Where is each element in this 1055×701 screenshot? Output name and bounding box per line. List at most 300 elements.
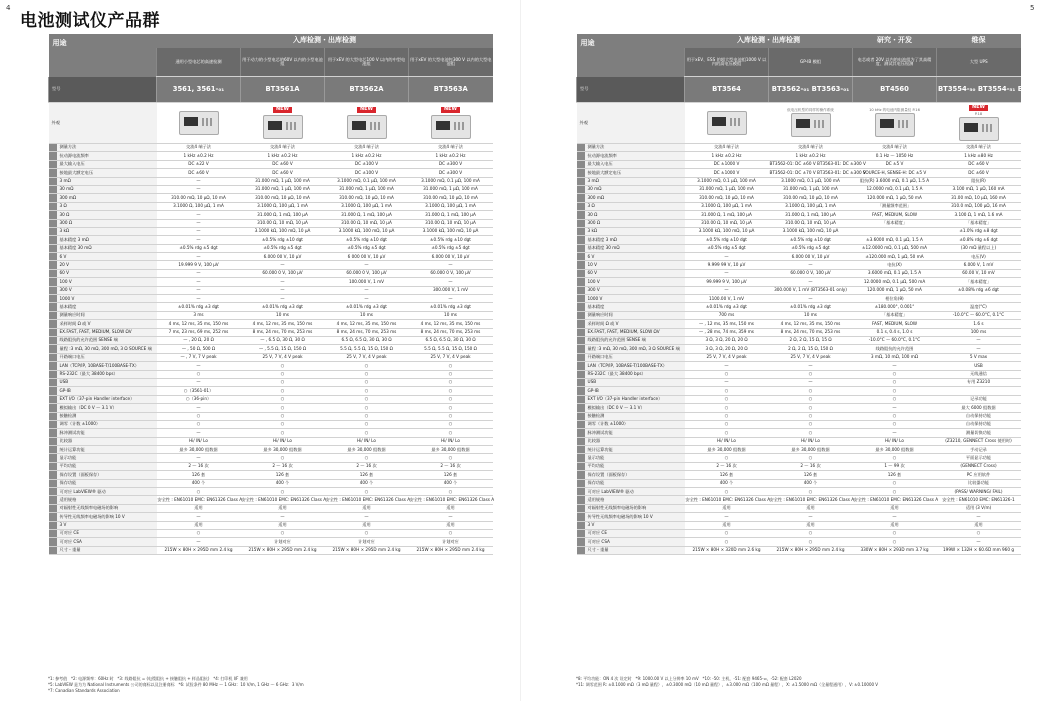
section-bar xyxy=(49,211,57,219)
spec-value: 相位角(θ) xyxy=(853,295,937,303)
section-bar xyxy=(577,144,585,152)
spec-value: 400 个 xyxy=(409,479,493,487)
spec-row xyxy=(577,437,1021,445)
section-bar xyxy=(577,378,585,386)
spec-label: 脉冲测试功能 xyxy=(57,429,157,437)
spec-value: 300.000 V, 1 mV xyxy=(409,286,493,294)
spec-value: 电压(V) xyxy=(937,253,1021,261)
spec-label: 3 mΩ xyxy=(585,177,685,185)
spec-value: — , 6.5 Ω, 30 Ω, 30 Ω xyxy=(241,336,325,344)
spec-label: 3 kΩ xyxy=(57,227,157,235)
spec-value: — xyxy=(325,261,409,269)
model-name: BT3564 xyxy=(685,77,769,103)
usage-cell: 电芯或者 20V 以内的电池组为了其高精度、测试其电压检测 xyxy=(853,48,937,77)
section-bar xyxy=(577,202,585,210)
spec-value: ○ xyxy=(685,488,769,496)
spec-value: 10 ms xyxy=(325,311,409,319)
spec-label: 接地最大额定电压 xyxy=(57,169,157,177)
spec-value: — xyxy=(157,429,241,437)
spec-value: 25 V, 7 V, 4 V peak xyxy=(241,353,325,361)
spec-value: 1 kHz ±0.2 Hz xyxy=(157,152,241,160)
spec-value xyxy=(937,295,1021,303)
spec-value: ±0.01% rdg ±3 dgt xyxy=(241,303,325,311)
page-gutter xyxy=(520,0,521,701)
spec-value: 3.1000 Ω, 100 μΩ, 1 mA xyxy=(241,202,325,210)
spec-value: ±1.0% rdg ±8 dgt xyxy=(937,227,1021,235)
spec-value: 31.000 Ω, 1 mΩ, 100 μA xyxy=(409,211,493,219)
spec-row xyxy=(577,488,1021,496)
instrument-image xyxy=(347,115,387,139)
spec-label: 尺寸・重量 xyxy=(585,546,685,554)
spec-value: ○ xyxy=(769,529,853,537)
spec-label: 可对应 CSA xyxy=(585,538,685,546)
spec-value: 最多 30,000 组数据 xyxy=(157,446,241,454)
spec-row xyxy=(577,353,1021,361)
section-bar xyxy=(577,529,585,537)
section-bar xyxy=(577,437,585,445)
section-bar xyxy=(577,513,585,521)
spec-value: 60.000 0 V, 100 μV xyxy=(769,269,853,277)
spec-value: ○ xyxy=(241,454,325,462)
spec-value: BT3562-01: DC ±70 V BT3563-01: DC ±300 V xyxy=(769,169,853,177)
spec-row xyxy=(577,295,1021,303)
usage-heading: 用途 xyxy=(49,34,157,77)
spec-value: ○ xyxy=(853,395,937,403)
spec-value: 31.000 mΩ, 1 μΩ, 100 mA xyxy=(325,185,409,193)
spec-value: ○ xyxy=(325,420,409,428)
spec-value: — xyxy=(409,513,493,521)
spec-row xyxy=(49,345,493,353)
section-bar xyxy=(577,152,585,160)
spec-value: (Z3210, GENNECT Cross 使用时) xyxy=(937,437,1021,445)
spec-value: 安全性 : EN61010 EMC: EN61326 Class A xyxy=(241,496,325,504)
spec-label: 3 Ω xyxy=(57,202,157,210)
spec-value: 310.00 mΩ, 10 μΩ, 10 mA xyxy=(685,194,769,202)
spec-value: 自动保持功能 xyxy=(937,412,1021,420)
spec-value: ○ xyxy=(853,412,937,420)
spec-label: 6 V xyxy=(57,253,157,261)
instrument-image xyxy=(875,113,915,137)
appearance-label: 外观 xyxy=(49,103,157,144)
spec-row xyxy=(577,504,1021,512)
section-bar xyxy=(577,160,585,168)
section-bar xyxy=(577,420,585,428)
section-bar xyxy=(49,253,57,261)
spec-label: EXT I/O（37-pin Handler interface） xyxy=(57,395,157,403)
spec-row xyxy=(577,185,1021,193)
spec-row xyxy=(577,446,1021,454)
spec-label: 适用规格 xyxy=(585,496,685,504)
spec-row xyxy=(49,529,493,537)
spec-value: 交流4 端子法 xyxy=(409,144,493,152)
spec-value: 126 套 xyxy=(685,471,769,479)
spec-label: 300 V xyxy=(585,286,685,294)
spec-label: 接触检测 xyxy=(57,412,157,420)
product-photo-cell xyxy=(409,103,493,144)
spec-value: 安全性 : EN61010 EMC: EN61326 Class A xyxy=(157,496,241,504)
section-bar xyxy=(49,496,57,504)
section-bar xyxy=(577,404,585,412)
spec-value: 3.1000 Ω, 100 μΩ, 1 mA xyxy=(685,202,769,210)
photo-note: 低电压机型的同样的操作系统 xyxy=(787,108,834,113)
spec-value: 215W × 80H × 295D mm 2.4 kg xyxy=(409,546,493,554)
spec-value: ○ xyxy=(853,529,937,537)
spec-value: 215W × 80H × 295D mm 2.4 kg xyxy=(769,546,853,554)
spec-value: 12.0000 mΩ, 0.1 μΩ, 500 mA xyxy=(853,278,937,286)
spec-value: 比较器功能 xyxy=(937,479,1021,487)
section-bar xyxy=(49,420,57,428)
spec-value: 400 个 xyxy=(241,479,325,487)
spec-value: 适用 (3 V/m) xyxy=(937,504,1021,512)
product-photo-cell xyxy=(241,103,325,144)
spec-value: 适用 xyxy=(769,521,853,529)
spec-value: 8 ms, 24 ms, 70 ms, 253 ms xyxy=(241,328,325,336)
section-bar xyxy=(49,269,57,277)
spec-value: 2 ～ 16 次 xyxy=(769,462,853,470)
spec-value: 「基本精度」 xyxy=(853,311,937,319)
section-bar xyxy=(577,227,585,235)
usage-cell: 用于动力的小型电芯的60V 以内的小型电池组 xyxy=(241,48,325,77)
spec-value: 4 ms, 12 ms, 35 ms, 150 ms xyxy=(157,320,241,328)
spec-value: 2 ～ 16 次 xyxy=(409,462,493,470)
spec-label: 对辐射性无线频率电磁场的影响 xyxy=(57,504,157,512)
spec-value: — xyxy=(241,261,325,269)
usage-cell: 大型 UPS xyxy=(937,48,1021,77)
spec-value: — xyxy=(937,538,1021,546)
spec-row xyxy=(577,420,1021,428)
spec-value: 安全性 : EN61010 EMC: EN61326-1 xyxy=(937,496,1021,504)
instrument-image xyxy=(959,117,999,141)
spec-value: 3.100 mΩ, 1 μΩ, 160 mA xyxy=(937,185,1021,193)
section-bar xyxy=(577,244,585,252)
spec-value: ○（3561-01） xyxy=(157,387,241,395)
spec-value: ○ xyxy=(853,420,937,428)
spec-label: 显示功能 xyxy=(585,454,685,462)
spec-value: ○ xyxy=(769,454,853,462)
spec-value: ○ xyxy=(409,395,493,403)
spec-value: 3.1000 kΩ, 100 mΩ, 10 μA xyxy=(769,227,853,235)
spec-label: 模拟输出（DC 0 V ～ 3.1 V） xyxy=(585,404,685,412)
spec-row xyxy=(577,404,1021,412)
section-bar xyxy=(49,471,57,479)
spec-value: 126 套 xyxy=(769,471,853,479)
spec-value: 126 套 xyxy=(409,471,493,479)
spec-row xyxy=(577,144,1021,152)
section-bar xyxy=(49,144,57,152)
spec-row xyxy=(49,471,493,479)
spec-row xyxy=(577,244,1021,252)
spec-label: 抗动源电流频率 xyxy=(57,152,157,160)
section-bar xyxy=(49,412,57,420)
spec-label: 平均功能 xyxy=(57,462,157,470)
spec-label: 传导性无线频率电磁场的影响 10 V xyxy=(585,513,685,521)
spec-value: ±0.5% rdg ±5 dgt xyxy=(769,244,853,252)
spec-value: 交流4 端子法 xyxy=(853,144,937,152)
spec-value: 6.000 00 V, 10 μV xyxy=(409,253,493,261)
section-bar xyxy=(577,336,585,344)
section-bar xyxy=(49,194,57,202)
spec-label: 1000 V xyxy=(57,295,157,303)
spec-value: 31.000 Ω, 1 mΩ, 100 μA xyxy=(769,211,853,219)
usage-cell: 用于xEV 的大型电池包300 V 以内的大型电池组 xyxy=(409,48,493,77)
spec-value: 阻抗(R) 3.6000 mΩ, 0.1 μΩ, 1.5 A xyxy=(853,177,937,185)
instrument-image xyxy=(179,111,219,135)
spec-row xyxy=(49,295,493,303)
spec-label: 接地最大额定电压 xyxy=(585,169,685,177)
spec-value: 适用 xyxy=(325,521,409,529)
spec-value: 6.000 00 V, 10 μV xyxy=(241,253,325,261)
section-bar xyxy=(49,454,57,462)
spec-label: GP-IB xyxy=(585,387,685,395)
page-number-left: 4 xyxy=(6,4,11,12)
spec-value: Hi/ IN/ Lo xyxy=(241,437,325,445)
section-bar xyxy=(577,521,585,529)
spec-row xyxy=(577,479,1021,487)
spec-row xyxy=(49,211,493,219)
spec-label: 调零（计数 ±1000） xyxy=(57,420,157,428)
spec-value: ○ xyxy=(409,370,493,378)
spec-label: LAN（TCP/IP, 10BASE-T/100BASE-TX） xyxy=(57,362,157,370)
spec-label: 可对应 CSA xyxy=(57,538,157,546)
section-bar xyxy=(577,546,585,554)
spec-label: USB xyxy=(585,378,685,386)
spec-value: ○ xyxy=(769,412,853,420)
spec-row xyxy=(49,320,493,328)
spec-value: 「基本精度」 xyxy=(853,219,937,227)
spec-row xyxy=(577,513,1021,521)
appearance-label: 外观 xyxy=(577,103,685,144)
spec-value: 1 kHz ±0.2 Hz xyxy=(685,152,769,160)
spec-value: ○ xyxy=(769,420,853,428)
spec-value: DC ±60 V xyxy=(241,169,325,177)
section-bar xyxy=(49,160,57,168)
spec-value: ○ xyxy=(853,370,937,378)
spec-label: 对辐射性无线频率电磁场的影响 xyxy=(585,504,685,512)
spec-row xyxy=(49,219,493,227)
section-bar xyxy=(577,538,585,546)
spec-value: ○ xyxy=(409,404,493,412)
spec-label: 30 mΩ xyxy=(57,185,157,193)
spec-value: 安全性 : EN61010 EMC: EN61326 Class A xyxy=(325,496,409,504)
spec-row xyxy=(577,286,1021,294)
spec-value: ±0.01% rdg ±3 dgt xyxy=(325,303,409,311)
spec-value: — xyxy=(157,513,241,521)
spec-value: ○ xyxy=(325,488,409,496)
spec-row xyxy=(577,328,1021,336)
spec-label: 量程 :3 mΩ, 30 mΩ, 300 mΩ, 3 Ω SOURCE 端 xyxy=(585,345,685,353)
spec-value: 适用 xyxy=(685,504,769,512)
section-bar xyxy=(577,194,585,202)
spec-value: ○ xyxy=(241,404,325,412)
spec-value: 3.1000 Ω, 100 μΩ, 1 mA xyxy=(769,202,853,210)
spec-row xyxy=(577,194,1021,202)
spec-row xyxy=(49,194,493,202)
spec-value: 适用 xyxy=(685,521,769,529)
spec-value: 3.1000 kΩ, 100 mΩ, 10 μA xyxy=(409,227,493,235)
spec-value: 31.000 mΩ, 1 μΩ, 100 mA xyxy=(241,185,325,193)
spec-value: 适用 xyxy=(157,504,241,512)
spec-value: ±0.5% rdg ±10 dgt xyxy=(325,236,409,244)
spec-value: 60.000 0 V, 100 μV xyxy=(241,269,325,277)
spec-label: 可对应 LabVIEW® 驱动 xyxy=(585,488,685,496)
spec-row xyxy=(49,185,493,193)
spec-value: ○（36-pin） xyxy=(157,395,241,403)
new-badge: NEW xyxy=(273,107,292,112)
spec-value: 适用 xyxy=(325,504,409,512)
spec-label: 3 V xyxy=(585,521,685,529)
spec-row xyxy=(577,202,1021,210)
model-label: 型号 xyxy=(49,77,157,103)
spec-value: Hi/ IN/ Lo xyxy=(853,437,937,445)
spec-row xyxy=(49,370,493,378)
spec-label: 3 kΩ xyxy=(585,227,685,235)
spec-value: 310.00 mΩ, 10 μΩ, 10 mA xyxy=(157,194,241,202)
spec-value: ○ xyxy=(409,412,493,420)
spec-value: ○ xyxy=(241,412,325,420)
spec-label: 尺寸・重量 xyxy=(57,546,157,554)
section-bar xyxy=(49,538,57,546)
spec-value: — xyxy=(685,269,769,277)
spec-value: 7 ms, 23 ms, 69 ms, 252 ms xyxy=(157,328,241,336)
section-bar xyxy=(577,345,585,353)
spec-value: 适用 xyxy=(853,504,937,512)
spec-value: 199W × 132H × 60.6D mm 960 g xyxy=(937,546,1021,554)
spec-value: 126 套 xyxy=(157,471,241,479)
spec-value: -10.0°C ～ 60.0°C, 0.1°C xyxy=(853,336,937,344)
section-bar xyxy=(577,504,585,512)
spec-value: 3 Ω, 3 Ω, 20 Ω, 20 Ω xyxy=(685,345,769,353)
spec-value: 310.00 Ω, 10 mΩ, 10 μA xyxy=(241,219,325,227)
photo-note: 10 kHz 的电池内阻测量仪 P.16 xyxy=(869,108,920,113)
spec-value: — xyxy=(157,236,241,244)
model-name: BT3562A xyxy=(325,77,409,103)
spec-row xyxy=(577,303,1021,311)
product-photo-cell xyxy=(853,103,937,144)
spec-value: ○ xyxy=(241,378,325,386)
spec-value: 3.1000 Ω, 100 μΩ, 1 mA xyxy=(409,202,493,210)
spec-value: SOURCE-H, SENSE-H: DC ±5 V xyxy=(853,169,937,177)
spec-value: ○ xyxy=(685,370,769,378)
spec-row xyxy=(577,345,1021,353)
spec-row xyxy=(49,169,493,177)
spec-label: 300 mΩ xyxy=(585,194,685,202)
spec-label: 接触检测 xyxy=(585,412,685,420)
spec-value: 安全性 : EN61010 EMC: EN61326 Class A xyxy=(769,496,853,504)
spec-label: 比较器 xyxy=(57,437,157,445)
spec-value: ○ xyxy=(409,488,493,496)
spec-value: — , 7 V, 7 V peak xyxy=(157,353,241,361)
spec-value: PC 应用软件 xyxy=(937,471,1021,479)
spec-value: ○ xyxy=(409,429,493,437)
spec-value: 4 ms, 12 ms, 35 ms, 150 ms xyxy=(409,320,493,328)
spec-value: 10 ms xyxy=(409,311,493,319)
spec-value: ±0.5% rdg ±5 dgt xyxy=(241,244,325,252)
spec-value: DC ±60 V xyxy=(157,169,241,177)
spec-value: 10 ms xyxy=(241,311,325,319)
spec-value: 215W × 80H × 295D mm 2.4 kg xyxy=(157,546,241,554)
spec-value: 31.00 mΩ, 10 μΩ, 160 mA xyxy=(937,194,1021,202)
spec-value: — , 28 ms, 74 ms, 359 ms xyxy=(685,328,769,336)
spec-value: 1 ～ 99 次 xyxy=(853,462,937,470)
spec-row xyxy=(49,328,493,336)
spec-value: Hi/ IN/ Lo xyxy=(409,437,493,445)
spec-label: 30 Ω xyxy=(585,211,685,219)
section-bar xyxy=(49,479,57,487)
section-bar xyxy=(49,227,57,235)
spec-value: ○ xyxy=(325,454,409,462)
spec-value: 126 套 xyxy=(853,471,937,479)
spec-value: — , 20 Ω, 20 Ω xyxy=(157,336,241,344)
spec-value: 适用 xyxy=(241,521,325,529)
spec-label: 线路阻抗的允许范围 SENSE 端 xyxy=(57,336,157,344)
spec-label: 1000 V xyxy=(585,295,685,303)
spec-row xyxy=(49,437,493,445)
spec-label: 3 mΩ xyxy=(57,177,157,185)
spec-value: 交流4 端子法 xyxy=(937,144,1021,152)
spec-row xyxy=(49,521,493,529)
spec-row xyxy=(49,144,493,152)
spec-row xyxy=(577,152,1021,160)
spec-label: 100 V xyxy=(585,278,685,286)
spec-row xyxy=(49,429,493,437)
spec-value: — xyxy=(157,227,241,235)
spec-value: 2 ～ 16 次 xyxy=(157,462,241,470)
spec-label: 量程 :3 mΩ, 30 mΩ, 300 mΩ, 3 Ω SOURCE 端 xyxy=(57,345,157,353)
spec-label: 统计运算功能 xyxy=(585,446,685,454)
spec-row xyxy=(49,538,493,546)
model-name: BT3563A xyxy=(409,77,493,103)
spec-value: 3.1000 mΩ, 0.1 μΩ, 100 mA xyxy=(685,177,769,185)
section-bar xyxy=(577,462,585,470)
spec-value: 31.000 Ω, 1 mΩ, 100 μA xyxy=(241,211,325,219)
spec-value: ○ xyxy=(409,378,493,386)
left-spec-table xyxy=(48,34,493,555)
section-bar xyxy=(49,202,57,210)
spec-row xyxy=(49,152,493,160)
section-bar xyxy=(49,185,57,193)
spec-row xyxy=(577,471,1021,479)
spec-row xyxy=(577,521,1021,529)
spec-label: 3 V xyxy=(57,521,157,529)
section-bar xyxy=(577,211,585,219)
spec-label: 线路阻抗的允许范围 SENSE 端 xyxy=(585,336,685,344)
spec-value: (GENNECT Cross) xyxy=(937,462,1021,470)
spec-value: 4 ms, 12 ms, 35 ms, 150 ms xyxy=(769,320,853,328)
spec-row xyxy=(577,546,1021,554)
spec-label: 基本精度 30 mΩ xyxy=(585,244,685,252)
spec-row xyxy=(49,227,493,235)
spec-row xyxy=(49,479,493,487)
spec-value: 3.1000 Ω, 100 μΩ, 1 mA xyxy=(325,202,409,210)
spec-value: 1 kHz ±0.2 Hz xyxy=(325,152,409,160)
spec-value: 测量切换功能 xyxy=(937,429,1021,437)
spec-value: — xyxy=(853,404,937,412)
section-bar xyxy=(49,169,57,177)
spec-value: ○ xyxy=(769,488,853,496)
usage-heading-right: 用途 xyxy=(577,34,685,77)
spec-label: 基本精度 3 mΩ xyxy=(57,236,157,244)
spec-row xyxy=(49,269,493,277)
spec-value: USB xyxy=(937,362,1021,370)
spec-value: BT3562-01: DC ±60 V BT3563-01: DC ±300 V xyxy=(769,160,853,168)
instrument-image xyxy=(431,115,471,139)
spec-value: 31.000 mΩ, 1 μΩ, 100 mA xyxy=(685,185,769,193)
spec-value: 31.000 mΩ, 1 μΩ, 100 mA xyxy=(769,185,853,193)
section-bar xyxy=(49,303,57,311)
section-bar xyxy=(49,362,57,370)
spec-value: 60.00 V, 10 mV xyxy=(937,269,1021,277)
group-inspect-header-right: 入库检测・出库检测 xyxy=(685,34,853,48)
